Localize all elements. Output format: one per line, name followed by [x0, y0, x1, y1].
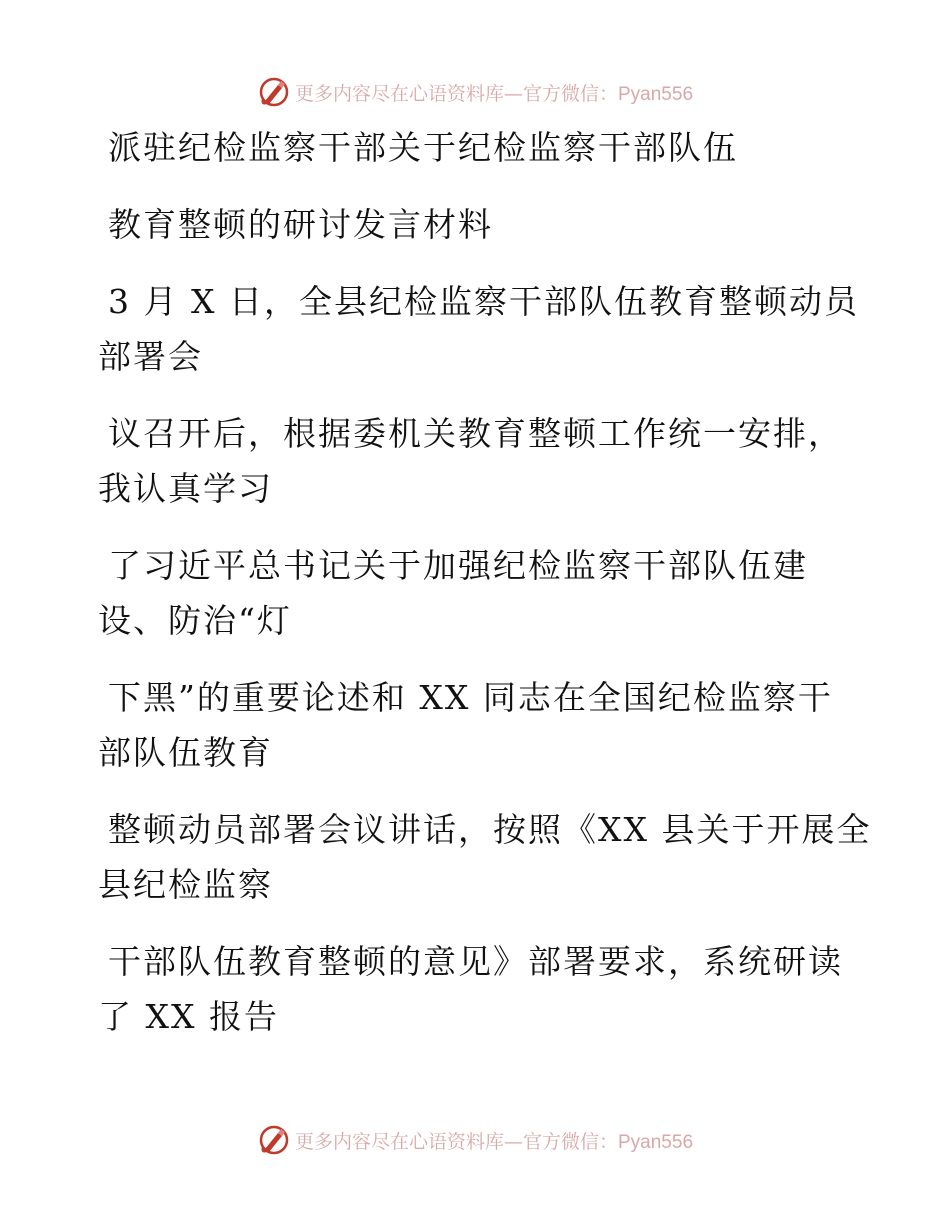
- text-line: 了 XX 报告: [98, 997, 279, 1036]
- text-line: 议召开后，根据委机关教育整顿工作统一安排，: [108, 414, 843, 453]
- watermark-footer: [0, 1120, 950, 1160]
- text-line: 设、防治“灯: [98, 601, 292, 640]
- text-line: 教育整顿的研讨发言材料: [108, 205, 493, 244]
- pen-logo-icon: [257, 1123, 291, 1157]
- pen-logo-icon: [257, 75, 291, 109]
- text-line: 整顿动员部署会议讲话，按照《XX 县关于开展全: [108, 810, 872, 849]
- text-line: 派驻纪检监察干部关于纪检监察干部队伍: [108, 128, 738, 167]
- text-line: 部队伍教育: [98, 733, 273, 772]
- text-line: 县纪检监察: [98, 865, 273, 904]
- text-line: 下黑”的重要论述和 XX 同志在全国纪检监察干: [108, 678, 833, 717]
- text-line: 了习近平总书记关于加强纪检监察干部队伍建: [108, 546, 808, 585]
- document-body: [98, 120, 872, 1044]
- text-line: 我认真学习: [98, 469, 273, 508]
- watermark-header: [0, 72, 950, 112]
- watermark-text: 更多内容尽在心语资料库—官方微信：Pyan556: [294, 1130, 694, 1153]
- watermark-id: Pyan556: [618, 83, 694, 105]
- text-line: 3 月 X 日，全县纪检监察干部队伍教育整顿动员: [108, 282, 859, 321]
- watermark-id: Pyan556: [618, 1131, 694, 1153]
- text-line: 干部队伍教育整顿的意见》部署要求，系统研读: [108, 942, 843, 981]
- text-line: 部署会: [98, 337, 203, 376]
- watermark-text: 更多内容尽在心语资料库—官方微信：Pyan556: [294, 82, 694, 105]
